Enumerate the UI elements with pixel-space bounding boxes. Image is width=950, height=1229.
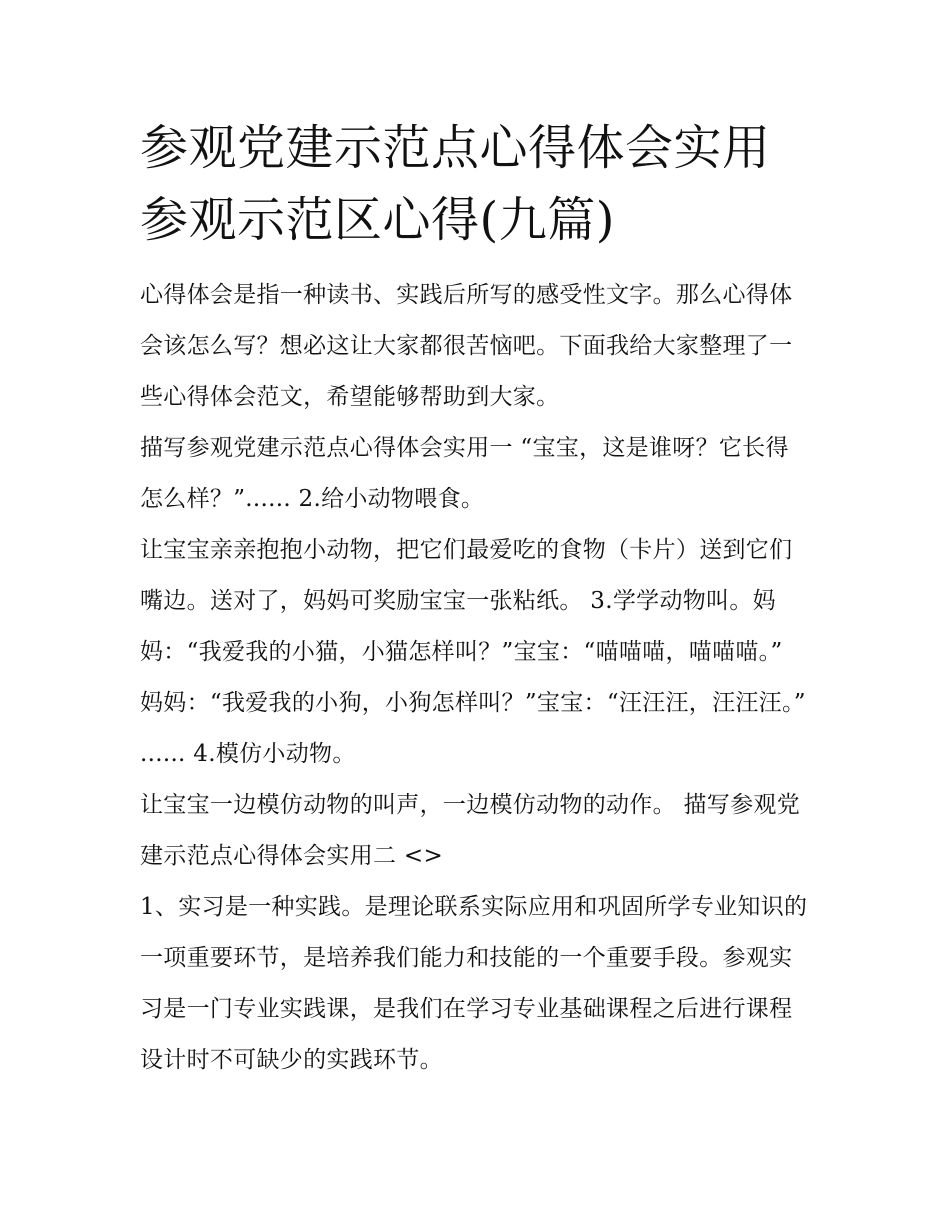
paragraph-internship: 1、实习是一种实践。是理论联系实际应用和巩固所学专业知识的一项重要环节，是培养我们能力和技能的一个重要手段。参观实习是一门专业实践课，是我们在学习专业基础课程之后进行课程设计时不可缺少的实践环节。 xyxy=(140,894,808,1073)
paragraph-intro: 心得体会是指一种读书、实践后所写的感受性文字。那么心得体会该怎么写？想必这让大家都很苦恼吧。下面我给大家整理了一些心得体会范文，希望能够帮助到大家。 xyxy=(140,282,793,410)
paragraph-imitation: 让宝宝一边模仿动物的叫声，一边模仿动物的动作。 描写参观党建示范点心得体会实用二 <> xyxy=(140,792,801,869)
document-title: 参观党建示范点心得体会实用参观示范区心得(九篇) xyxy=(140,120,771,248)
paragraph-feeding-and-sounds: 让宝宝亲亲抱抱小动物，把它们最爱吃的食物（卡片）送到它们嘴边。送对了，妈妈可奖励宝宝一张粘纸。 3.学学动物叫。妈妈：“我爱我的小猫，小猫怎样叫？”宝宝：“喵喵喵，喵喵喵。” 妈妈：“我爱我的小狗，小狗怎样叫？”宝宝：“汪汪汪，汪汪汪。” ...... 4.模仿小动物。 xyxy=(140,537,806,767)
paragraph-example-one: 描写参观党建示范点心得体会实用一 “宝宝，这是谁呀？它长得怎么样？”...... 2.给小动物喂食。 xyxy=(140,435,789,512)
document-body xyxy=(140,112,812,1086)
